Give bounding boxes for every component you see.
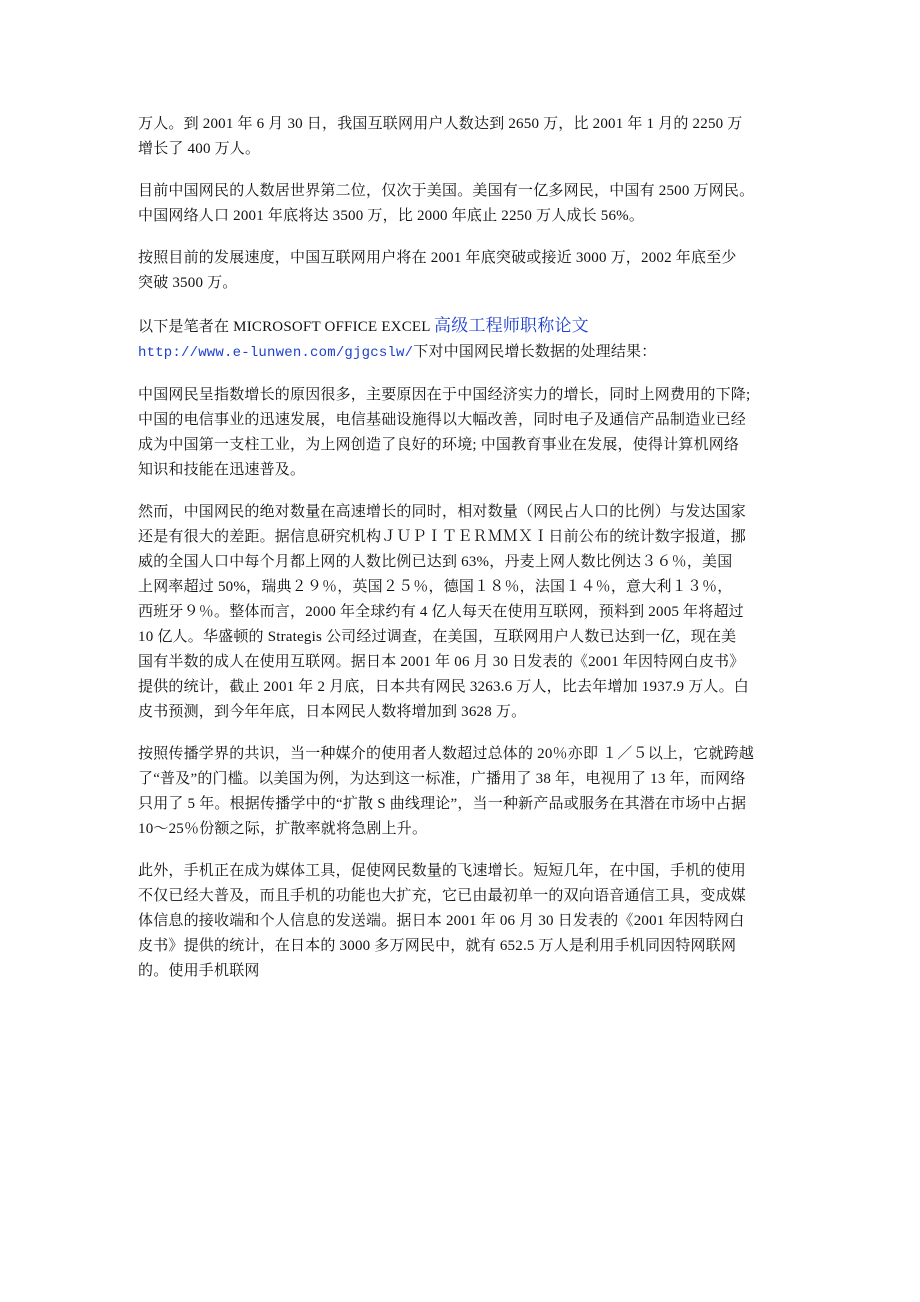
text-line: 体信息的接收端和个人信息的发送端。据日本 2001 年 06 月 30 日发表的《2001 年因特网白 [138,913,745,929]
text-line: 中国网络人口 2001 年底将达 3500 万，比 2000 年底止 2250 万人成长 56%。 [138,208,645,224]
text-line: 威的全国人口中每个月都上网的人数比例已达到 63%，丹麦上网人数比例达３６％，美国 [138,554,733,570]
text-line: 10～25％份额之际，扩散率就将急剧上升。 [138,821,428,837]
text-line: 知识和技能在迅速普及。 [138,462,306,478]
thesis-url-link[interactable]: http://www.e-lunwen.com/gjgcslw/ [138,345,414,361]
text-line: 西班牙９％。整体而言，2000 年全球约有 4 亿人每天在使用互联网，预料到 2005 年将超过 [138,604,744,620]
text-line: 皮书》提供的统计，在日本的 3000 多万网民中，就有 652.5 万人是利用手机同因特网联网 [138,938,737,954]
text-line: 成为中国第一支柱工业，为上网创造了良好的环境; 中国教育事业在发展，使得计算机网络 [138,437,740,453]
text-line: 皮书预测，到今年年底，日本网民人数将增加到 3628 万。 [138,704,527,720]
text-line: 国有半数的成人在使用互联网。据日本 2001 年 06 月 30 日发表的《2001 年因特网白皮书》 [138,654,745,670]
paragraph-growth-reasons [138,383,786,483]
text-line: 目前中国网民的人数居世界第二位，仅次于美国。美国有一亿多网民，中国有 2500 万网民。 [138,183,755,199]
paragraph-diffusion-theory [138,742,786,842]
document-body [138,112,786,1001]
text-line: 按照传播学界的共识，当一种媒介的使用者人数超过总体的 20％亦即 １／５以上，它就跨越 [138,746,755,762]
thesis-title-link[interactable]: 高级工程师职称论文 [434,316,589,335]
text-line: 不仅已经大普及，而且手机的功能也大扩充，它已由最初单一的双向语音通信工具，变成媒 [138,888,747,904]
link-intro-text: 以下是笔者在 MICROSOFT OFFICE EXCEL [138,319,435,335]
text-line: 还是有很大的差距。据信息研究机构ＪＵＰＩＴＥＲＭＭＸＩ日前公布的统计数字报道，挪 [138,529,747,545]
text-line: 此外，手机正在成为媒体工具，促使网民数量的飞速增长。短短几年，在中国，手机的使用 [138,863,747,879]
text-line: 万人。到 2001 年 6 月 30 日，我国互联网用户人数达到 2650 万，比 2001 年 1 月的 2250 万 [138,116,743,132]
text-line: 中国的电信事业的迅速发展，电信基础设施得以大幅改善，同时电子及通信产品制造业已经 [138,412,747,428]
text-line: 只用了 5 年。根据传播学中的“扩散 S 曲线理论”，当一种新产品或服务在其潜在市场中占据 [138,796,747,812]
paragraph-user-count [138,112,786,162]
text-line: 增长了 400 万人。 [138,141,261,157]
paragraph-growth-forecast [138,246,786,296]
text-line: 10 亿人。华盛顿的 Strategis 公司经过调查，在美国，互联网用户人数已达到一亿，现在美 [138,629,737,645]
text-line: 突破 3500 万。 [138,275,238,291]
text-line: 的。使用手机联网 [138,963,260,979]
paragraph-excel-link [138,313,786,366]
text-line: 上网率超过 50%，瑞典２９％，英国２５％，德国１８％，法国１４％，意大利１３％， [138,579,733,595]
text-line: 然而，中国网民的绝对数量在高速增长的同时，相对数量（网民占人口的比例）与发达国家 [138,504,747,520]
link-suffix-text: 下对中国网民增长数据的处理结果： [413,344,657,360]
paragraph-mobile-phones [138,859,786,984]
text-line: 按照目前的发展速度，中国互联网用户将在 2001 年底突破或接近 3000 万，2002 年底至少 [138,250,737,266]
paragraph-world-ranking [138,179,786,229]
text-line [138,313,786,340]
text-line: 提供的统计，截止 2001 年 2 月底，日本共有网民 3263.6 万人，比去年增加 1937.9 万人。白 [138,679,750,695]
text-line: 了“普及”的门槛。以美国为例，为达到这一标准，广播用了 38 年，电视用了 13 年，而网络 [138,771,746,787]
paragraph-international-comparison [138,500,786,725]
text-line [138,340,786,366]
text-line: 中国网民呈指数增长的原因很多，主要原因在于中国经济实力的增长，同时上网费用的下降; [138,387,751,403]
